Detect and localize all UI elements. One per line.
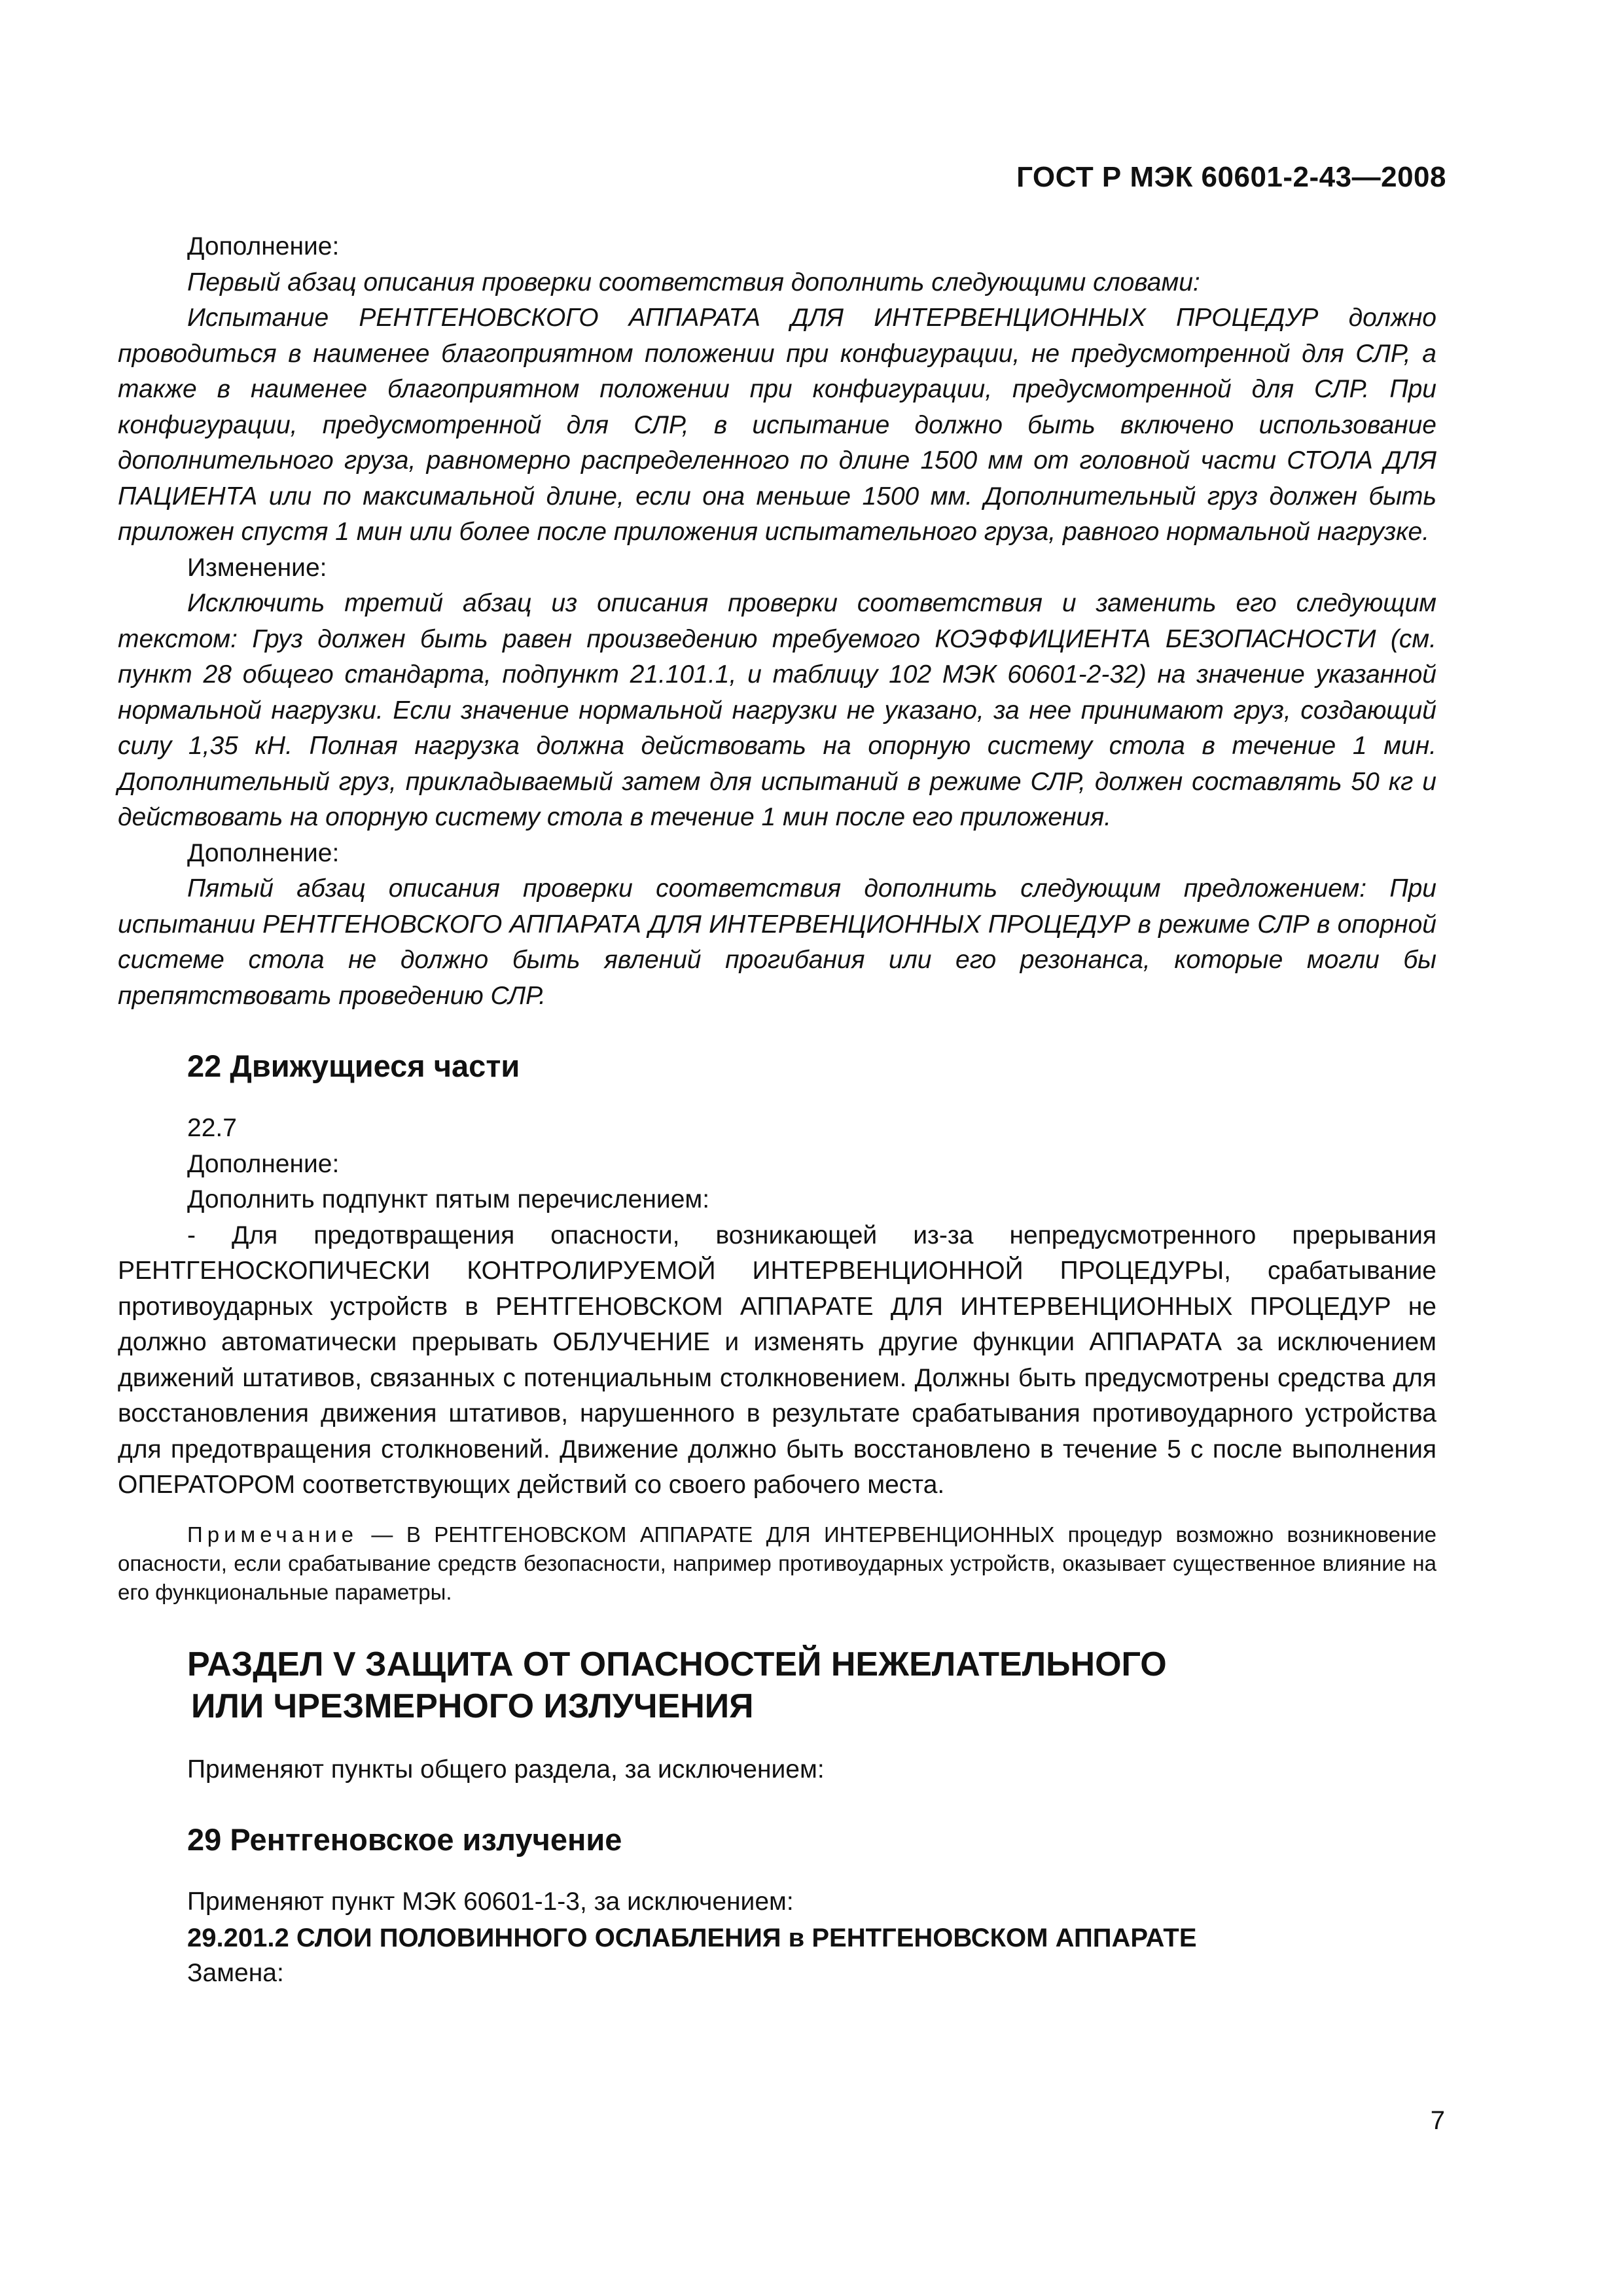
label-supplement-2: Дополнение: [187, 838, 340, 867]
clause-29-text: Применяют пункт МЭК 60601-1-3, за исключением: [187, 1888, 794, 1916]
clause-22-note [118, 1520, 1436, 1607]
note-text: — В РЕНТГЕНОВСКОМ АППАРАТЕ ДЛЯ ИНТЕРВЕНЦИОННЫХ процедур возможно возникновение опасности, если срабатывание средств безопасности, например противоударных устройств, оказывает существенное влияние на его функциональные параметры. [118, 1522, 1436, 1604]
paragraph-test-description: Испытание РЕНТГЕНОВСКОГО АППАРАТА ДЛЯ ИНТЕРВЕНЦИОННЫХ ПРОЦЕДУР должно проводиться в наименее благоприятном положении при конфигурации, не предусмотренной для СЛР, а также в наименее благоприятном положении при конфигурации, предусмотренной для СЛР. При конфигурации, предусмотренной для СЛР, в испытание должно быть включено использование дополнительного груза, равномерно распределенного по длине 1500 мм от головной части СТОЛА ДЛЯ ПАЦИЕНТА или по максимальной длине, если она меньше 1500 мм. Дополнительный груз должен быть приложен спустя 1 мин или более после приложения испытательного груза, равного нормальной нагрузке. [118, 304, 1436, 546]
clause-22-7-number: 22.7 [187, 1114, 237, 1142]
document-body [118, 229, 1436, 1992]
clause-22-label-supplement: Дополнение: [187, 1149, 340, 1178]
paragraph-fifth-abzac: Пятый абзац описания проверки соответствия дополнить следующим предложением: При испытании РЕНТГЕНОВСКОГО АППАРАТА ДЛЯ ИНТЕРВЕНЦИОННЫХ ПРОЦЕДУР в режиме СЛР в опорной системе стола не должно быть явлений прогибания или его резонанса, которые могли бы препятствовать проведению СЛР. [118, 874, 1436, 1010]
clause-29-replace-label: Замена: [187, 1959, 284, 1987]
clause-22-heading: 22 Движущиеся части [187, 1049, 520, 1083]
section-5-text: Применяют пункты общего раздела, за исключением: [187, 1755, 825, 1784]
document-header: ГОСТ Р МЭК 60601-2-43—2008 [1016, 161, 1446, 193]
paragraph-third-abzac: Исключить третий абзац из описания проверки соответствия и заменить его следующим текстом: Груз должен быть равен произведению требуемого КОЭФФИЦИЕНТА БЕЗОПАСНОСТИ (см. пункт 28 общего стандарта, подпункт 21.101.1, и таблицу 102 МЭК 60601-2-32) на значение указанной нормальной нагрузки. Если значение нормальной нагрузки не указано, за нее принимают груз, создающий силу 1,35 кН. Полная нагрузка должна действовать на опорную систему стола в течение 1 мин. Дополнительный груз, прикладываемый затем для испытаний в режиме СЛР, должен составлять 50 кг и действовать на опорную систему стола в течение 1 мин после его приложения. [118, 589, 1436, 831]
clause-22-intro: Дополнить подпункт пятым перечислением: [187, 1185, 710, 1213]
paragraph-first-abzac: Первый абзац описания проверки соответствия дополнить следующими словами: [187, 268, 1200, 296]
section-5-title-line-1: РАЗДЕЛ V ЗАЩИТА ОТ ОПАСНОСТЕЙ НЕЖЕЛАТЕЛЬНОГО [187, 1645, 1167, 1683]
clause-29-201-2-heading: 29.201.2 СЛОИ ПОЛОВИННОГО ОСЛАБЛЕНИЯ в РЕНТГЕНОВСКОМ АППАРАТЕ [187, 1923, 1197, 1952]
clause-22-list-item: - Для предотвращения опасности, возникающей из-за непредусмотренного прерывания РЕНТГЕНОСКОПИЧЕСКИ КОНТРОЛИРУЕМОЙ ИНТЕРВЕНЦИОННОЙ ПРОЦЕДУРЫ, срабатывание противоударных устройств в РЕНТГЕНОВСКОМ АППАРАТЕ ДЛЯ ИНТЕРВЕНЦИОННЫХ ПРОЦЕДУР не должно автоматически прерывать ОБЛУЧЕНИЕ и изменять другие функции АППАРАТА за исключением движений штативов, связанных с потенциальным столкновением. Должны быть предусмотрены средства для восстановления движения штативов, нарушенного в результате срабатывания противоударного устройства для предотвращения столкновений. Движение должно быть восстановлено в течение 5 с после выполнения ОПЕРАТОРОМ соответствующих действий со своего рабочего места. [118, 1221, 1436, 1499]
page-number: 7 [1430, 2106, 1445, 2135]
section-5-title-line-2: ИЛИ ЧРЕЗМЕРНОГО ИЗЛУЧЕНИЯ [191, 1687, 754, 1725]
section-5-heading [187, 1643, 1436, 1727]
clause-29-heading: 29 Рентгеновское излучение [187, 1822, 622, 1857]
note-label: Примечание [187, 1522, 359, 1547]
label-supplement: Дополнение: [187, 232, 340, 260]
label-change: Изменение: [187, 553, 327, 582]
